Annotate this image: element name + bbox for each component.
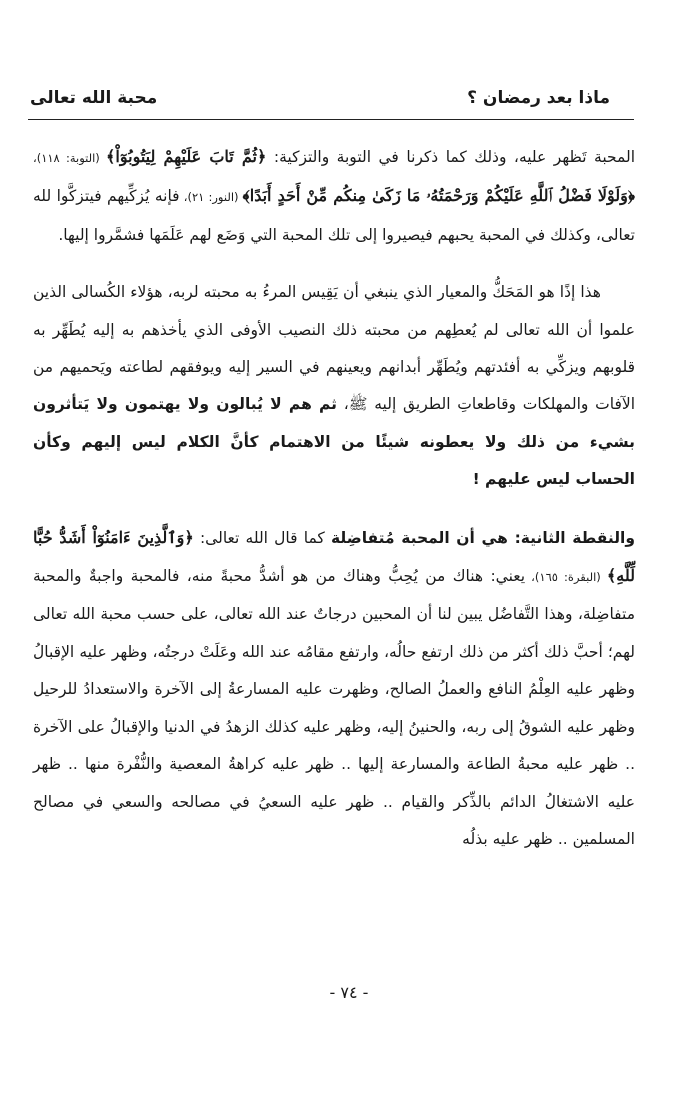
running-header [30,88,610,116]
paragraph-spacer [33,254,635,274]
paragraph-3-text-b: يعني: هناك من يُحِبُّ وهناك من هو أشدُّ محبةً منه، فالمحبة واجبةٌ والمحبة متفاضِلة، وهذا التَّفاضُل يبين لنا أن المحبين درجاتٌ عند الله تعالى، على حسب محبة الله تعالى لهم؛ أحبَّ ذلك أكثر من ذلك ارتفع حالُه، وارتفع مقامُه عند الله وعَلَتْ درجتُه، وظهر عليه الإقبالُ وظهر عليه العِلْمُ النافع والعملُ الصالح، وظهرت عليه المسارعةُ إلى الآخرة والاستعدادُ للرحيل وظهر عليه الشوقُ إلى ربه، والحنينُ إليه، وظهر عليه كذلك الزهدُ في الدنيا والإقبالُ على الآخرة .. ظهر عليه محبةُ الطاعة والمسارعة إليها .. ظهر عليه كراهةُ المعصية والنُّفْرة منها .. ظهر عليه الاشتغالُ الدائم بالذِّكر والقيام .. ظهر عليه السعيُ في مصالحه والسعي في مصالح المسلمين .. ظهر عليه بذلُه [33,567,635,848]
second-point-heading: والنقطة الثانية: هي أن المحبة مُتفاضِلة [330,528,635,547]
paragraph-1-text-a: المحبة تَظهر عليه، وذلك كما ذكرنا في التوبة والتزكية: [266,148,636,166]
paragraph-1-text-b: فإنه يُزكِّيهم فيتزكَّوا لله تعالى، وكذلك في المحبة يحبهم فيصيروا إلى تلك المحبة التي وَضَع لهم عَلَمَها فشمَّروا إليها. [33,187,635,244]
section-title: محبة الله تعالى [30,88,158,108]
quran-verse-baqarah: ﴿وَٱلَّذِينَ ءَامَنُوٓاْ أَشَدُّ حُبًّا لِّلَّهِ﴾ [33,527,636,586]
quran-verse-nur: ﴿وَلَوْلَا فَضْلُ ٱللَّهِ عَلَيْكُمْ وَرَحْمَتُهُۥ مَا زَكَىٰ مِنكُم مِّنْ أَحَدٍ أَبَدًا﴾ [242,186,635,206]
paragraph-spacer [33,499,635,519]
paragraph-2-text: هذا إذًا هو المَحَكُّ والمعيار الذي ينبغي أن يَقِيس المرءُ به محبته لربه، هؤلاء الكُسالى الذين علموا أن الله تعالى لم يُعطِهم من محبته ذلك النصيب الأوفى الذي يأخذهم به إليه يُطَهِّر به قلوبهم ويزكِّي به أفئدتهم ويُطَهِّر أبدانهم ويعينهم في السير إليه ويوفقهم لطاعته ويَحميهم من الآفات والمهلكات وقاطعاتِ الطريق إليه ﷺ، [33,283,635,414]
verse-reference-nur: (النور: ٢١)، [179,190,243,205]
paragraph-2-emphasis: ثم هم لا يُبالون ولا يهتمون ولا يَتأثرون بشيء من ذلك ولا يعطونه شيئًا من الاهتمام كأنَّ الكلام ليس إليهم وكأن الحساب ليس عليهم ! [33,395,635,489]
header-divider [28,119,634,120]
quran-verse-tawbah: ﴿ثُمَّ تَابَ عَلَيْهِمْ لِيَتُوبُوٓاْ﴾ [106,147,267,166]
body-text [33,138,635,858]
page-number: - ٧٤ - [329,983,369,1002]
paragraph-3-text-a: كما قال الله تعالى: [193,528,331,547]
verse-reference-baqarah: (البقرة: ١٦٥)، [525,570,607,585]
paragraph-1 [33,138,635,254]
paragraph-2 [33,274,635,498]
verse-reference-tawbah: (التوبة: ١١٨)، [33,151,107,165]
chapter-title: ماذا بعد رمضان ؟ [467,88,610,108]
paragraph-3 [33,519,635,859]
